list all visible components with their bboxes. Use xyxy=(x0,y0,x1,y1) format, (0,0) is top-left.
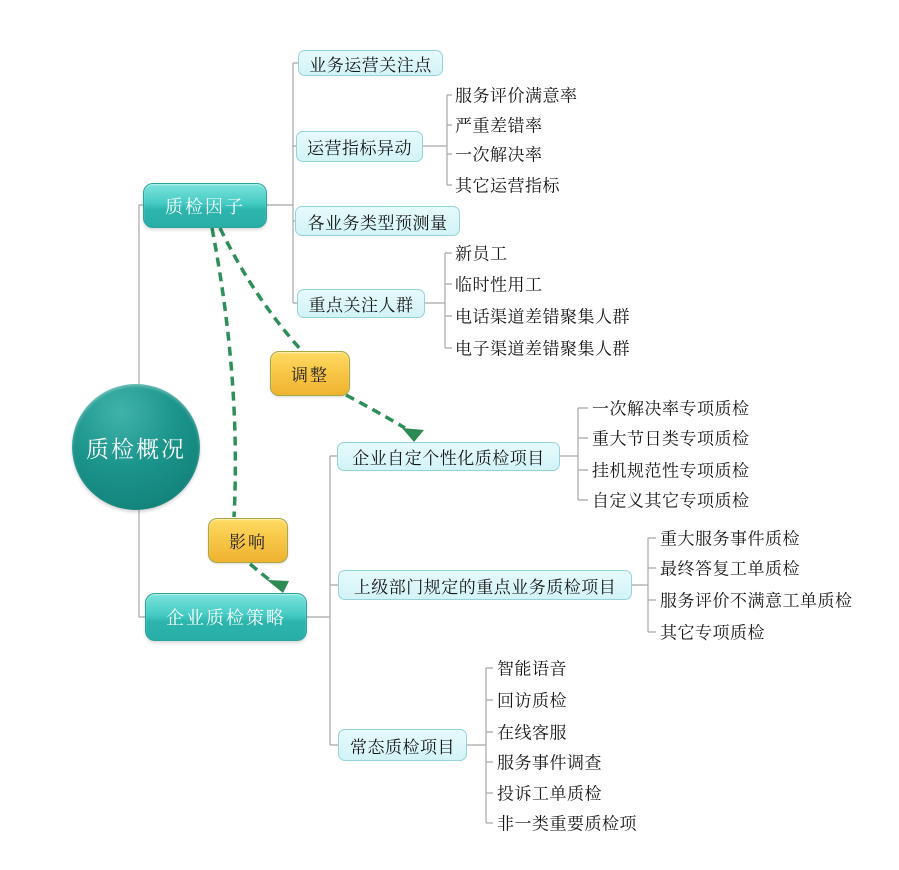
branch-quality-factors-label: 质检因子 xyxy=(165,196,245,217)
branch-enterprise-qc-strategy-label: 企业质检策略 xyxy=(166,608,286,628)
leaf-topic[interactable]: 新员工 xyxy=(455,244,508,264)
node-label: 各业务类型预测量 xyxy=(307,213,448,233)
node-label: 上级部门规定的重点业务质检项目 xyxy=(353,577,617,597)
node-label: 业务运营关注点 xyxy=(309,55,432,75)
superior-fan-line xyxy=(632,538,656,632)
node-business-operation-focus[interactable] xyxy=(298,50,443,76)
leaf-topic[interactable]: 电话渠道差错聚集人群 xyxy=(455,307,630,327)
metric-fan-line xyxy=(423,95,452,185)
node-operation-metric-anomaly[interactable] xyxy=(296,131,423,162)
leaf-topic[interactable]: 服务评价满意率 xyxy=(455,86,578,106)
edge-factor-to-influence xyxy=(212,228,235,517)
people-fan-line xyxy=(425,253,452,348)
edge-factor-to-adjust xyxy=(220,228,302,351)
factor-fan-line xyxy=(267,63,298,303)
node-label: 常态质检项目 xyxy=(350,737,455,757)
leaf-topic[interactable]: 服务评价不满意工单质检 xyxy=(660,591,853,611)
leaf-topic[interactable]: 其它专项质检 xyxy=(660,623,765,643)
leaf-topic[interactable]: 一次解决率 xyxy=(455,145,543,165)
leaf-topic[interactable]: 回访质检 xyxy=(497,691,567,711)
node-business-type-forecast[interactable] xyxy=(295,206,460,236)
leaf-topic[interactable]: 重大服务事件质检 xyxy=(660,529,800,549)
relation-influence-label[interactable] xyxy=(208,518,288,563)
branch-quality-factors[interactable] xyxy=(143,183,267,228)
relation-label: 影响 xyxy=(229,533,267,552)
leaf-topic[interactable]: 一次解决率专项质检 xyxy=(592,399,750,419)
leaf-topic[interactable]: 投诉工单质检 xyxy=(497,784,602,804)
node-label: 企业自定个性化质检项目 xyxy=(352,449,545,468)
node-normal-qc-projects[interactable] xyxy=(338,729,467,761)
edge-influence-to-strategy xyxy=(250,564,272,582)
leaf-topic[interactable]: 临时性用工 xyxy=(455,275,543,295)
strategy-fan-line xyxy=(307,456,338,745)
leaf-topic[interactable]: 自定义其它专项质检 xyxy=(592,491,750,511)
leaf-topic[interactable]: 重大节日类专项质检 xyxy=(592,429,750,449)
relation-label: 调整 xyxy=(291,366,329,385)
node-label: 运营指标异动 xyxy=(307,139,412,158)
root-topic[interactable] xyxy=(72,384,200,510)
arrowhead-strategy xyxy=(267,580,289,593)
leaf-topic[interactable]: 严重差错率 xyxy=(455,116,543,136)
node-superior-required-qc[interactable] xyxy=(338,570,632,600)
leaf-topic[interactable]: 电子渠道差错聚集人群 xyxy=(455,339,630,359)
leaf-topic[interactable]: 挂机规范性专项质检 xyxy=(592,461,750,481)
branch-enterprise-qc-strategy[interactable] xyxy=(145,593,307,641)
leaf-topic[interactable]: 在线客服 xyxy=(497,723,567,743)
normal-fan-line xyxy=(467,668,493,823)
leaf-topic[interactable]: 最终答复工单质检 xyxy=(660,559,800,579)
arrowhead-custom xyxy=(402,428,424,442)
node-key-focus-groups[interactable] xyxy=(297,289,425,318)
node-custom-personalized-qc[interactable] xyxy=(337,442,560,471)
edge-adjust-to-custom xyxy=(346,395,405,428)
leaf-topic[interactable]: 非一类重要质检项 xyxy=(497,814,637,834)
relation-adjust-label[interactable] xyxy=(270,351,350,396)
node-label: 重点关注人群 xyxy=(308,296,414,315)
leaf-topic[interactable]: 服务事件调查 xyxy=(497,753,602,773)
trunk-top-line xyxy=(139,205,143,385)
leaf-topic[interactable]: 其它运营指标 xyxy=(455,176,560,196)
root-topic-label: 质检概况 xyxy=(86,436,186,462)
leaf-topic[interactable]: 智能语音 xyxy=(497,659,567,679)
custom-fan-line xyxy=(560,408,588,500)
